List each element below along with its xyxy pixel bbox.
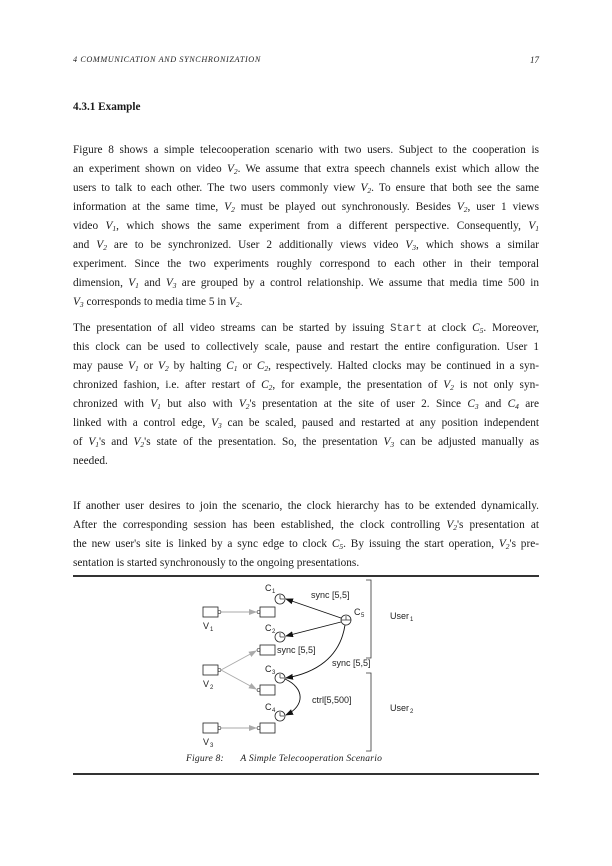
clock-c4-icon	[265, 702, 285, 721]
math-symbol: $V_2$	[446, 519, 457, 532]
svg-text:2: 2	[210, 685, 214, 691]
math-symbol: $V_2$	[456, 201, 468, 214]
clock-c5-icon	[341, 607, 365, 625]
text-line: of $V_1's$ and $V_2's$ state of the presentation. So, the presentation $V_3$ can be adjusted manually as	[73, 436, 539, 449]
caption-text: A Simple Telecooperation Scenario	[240, 753, 383, 764]
svg-text:4: 4	[272, 708, 276, 714]
math-symbol: $V_2$	[133, 436, 145, 449]
math-symbol: $V_1$	[88, 436, 99, 449]
edge-label-c5-c2: sync [5,5]	[277, 645, 316, 655]
math-symbol: $C_4$	[507, 398, 519, 411]
text-line: The presentation of all video streams can be started by issuing Start at clock $C_5$. Moreover,	[73, 322, 539, 335]
figure-8-diagram	[190, 578, 430, 758]
text-line: video $V_1$, which shows the same experiment from a different perspective. Consequently, $V_1$	[73, 220, 539, 233]
text-line: experiment. Since the two experiments roughly correspond to each other in their temporal	[73, 258, 539, 270]
math-symbol: $V_3$	[383, 436, 395, 449]
user1-bracket	[366, 580, 371, 658]
math-symbol: $V_1$	[128, 360, 139, 373]
edge-label-c3-c4: ctrl[5,500]	[312, 695, 352, 705]
math-symbol: $V_1$	[150, 398, 161, 411]
math-symbol: $C_2$	[261, 379, 273, 392]
paragraph-scenario-intro	[73, 141, 539, 312]
svg-text:C: C	[265, 702, 272, 712]
math-symbol: $C_3$	[467, 398, 479, 411]
math-symbol: $V_3$	[165, 277, 177, 290]
math-symbol: $V_3$	[73, 296, 84, 309]
svg-text:1: 1	[210, 627, 214, 633]
clock-c1-icon	[265, 583, 285, 604]
svg-text:C: C	[265, 623, 272, 633]
math-symbol: $C_5$	[472, 322, 484, 335]
math-symbol: $V_1$	[105, 220, 117, 233]
math-symbol: $V_1$	[528, 220, 539, 233]
text-line: dimension, $V_1$ and $V_3$ are grouped by a control relationship. We assume that media time 500 in	[73, 277, 540, 290]
text-line: users to talk to each other. The two users commonly view $V_2$. To ensure that both see the same	[73, 182, 539, 195]
user2-bracket	[366, 673, 371, 751]
clock-c2-icon	[265, 623, 285, 642]
math-symbol: $V_2$	[443, 379, 454, 392]
math-symbol: $V_2$	[498, 538, 510, 551]
edge-label-c5-c3: sync [5,5]	[332, 658, 371, 668]
figure-caption	[186, 753, 382, 764]
text-line: information at the same time, $V_2$ must be played out synchronously. Besides $V_2$, user 1 views	[73, 201, 539, 214]
section-heading: 4.3.1 Example	[73, 101, 141, 113]
code-term: Start	[390, 323, 422, 335]
user1-label: User	[390, 611, 410, 621]
video-v2-node	[203, 665, 221, 691]
svg-text:1: 1	[410, 617, 414, 623]
text-line: the new user's site is linked by a sync edge to clock $C_5$. By issuing the start operation, $V_2's$ pre-	[73, 538, 539, 551]
text-line: may pause $V_1$ or $V_2$ by halting $C_1$ or $C_2$, respectively. Halted clocks may be continued in a syn-	[73, 360, 539, 373]
running-header	[73, 55, 539, 64]
text-line: chronized with $V_1$ but also with $V_2's$ presentation at the site of user 2. Since $C_3$ and $C_4$ are	[73, 398, 539, 411]
math-symbol: $V_2$	[226, 163, 238, 176]
svg-text:2: 2	[410, 709, 414, 715]
paragraph-dynamic-join	[73, 497, 539, 573]
math-symbol: $C_1$	[226, 360, 238, 373]
running-title: 4 COMMUNICATION AND SYNCHRONIZATION	[73, 55, 261, 64]
svg-text:C: C	[354, 607, 361, 617]
text-line: an experiment shown on video $V_2$. We assume that extra speech channels exist which allow the	[73, 163, 539, 176]
text-line: this clock can be used to collectively scale, pause and restart the entire configuration. User 1	[73, 341, 539, 353]
edge-label-c5-c1: sync [5,5]	[311, 590, 350, 600]
math-symbol: $V_2$	[224, 201, 235, 214]
text-line: After the corresponding session has been established, the clock controlling $V_2's$ presentation at	[73, 519, 539, 532]
svg-text:3: 3	[272, 670, 276, 676]
text-line: If another user desires to join the scenario, the clock hierarchy has to be extended dynamically.	[73, 500, 539, 512]
svg-text:V: V	[203, 621, 210, 631]
svg-text:2: 2	[272, 629, 276, 635]
math-symbol: $C_5$	[331, 538, 344, 551]
math-symbol: $V_2$	[238, 398, 250, 411]
video-v1-node	[203, 607, 221, 633]
caption-label: Figure 8:	[186, 753, 224, 764]
svg-text:C: C	[265, 664, 272, 674]
text-line: $V_3$ corresponds to media time 5 in $V_2$.	[73, 296, 243, 309]
svg-text:3: 3	[210, 743, 214, 749]
math-symbol: $V_3$	[405, 239, 417, 252]
math-symbol: $V_2$	[158, 360, 169, 373]
video-v3-node	[203, 723, 221, 749]
page-number: 17	[530, 55, 539, 65]
paragraph-presentation-control	[73, 319, 539, 471]
text-line: Figure 8 shows a simple telecooperation scenario with two users. Subject to the cooperation is	[73, 144, 539, 156]
svg-text:C: C	[265, 583, 272, 593]
svg-text:V: V	[203, 679, 210, 689]
math-symbol: $V_1$	[128, 277, 139, 290]
math-symbol: $V_2$	[96, 239, 107, 252]
math-symbol: $V_2$	[228, 296, 240, 309]
math-symbol: $C_2$	[256, 360, 269, 373]
text-line: and $V_2$ are to be synchronized. User 2 additionally views video $V_3$, which shows a similar	[73, 239, 540, 252]
clock-c3-icon	[265, 664, 285, 683]
svg-text:1: 1	[272, 589, 276, 595]
svg-text:V: V	[203, 737, 210, 747]
figure-top-rule	[73, 575, 539, 577]
svg-text:5: 5	[361, 613, 365, 619]
text-line: needed.	[73, 455, 108, 467]
text-line: chronized fashion, i.e. after restart of $C_2$, for example, the presentation of $V_2$ is not only syn-	[73, 379, 539, 392]
figure-bottom-rule	[73, 773, 539, 775]
user2-label: User	[390, 703, 410, 713]
math-symbol: $V_2$	[360, 182, 372, 195]
text-line: linked with a control edge, $V_3$ can be scaled, paused and restarted at any position independent	[73, 417, 539, 430]
text-line: sentation is started synchronously to the ongoing presentations.	[73, 557, 360, 569]
math-symbol: $V_3$	[211, 417, 222, 430]
